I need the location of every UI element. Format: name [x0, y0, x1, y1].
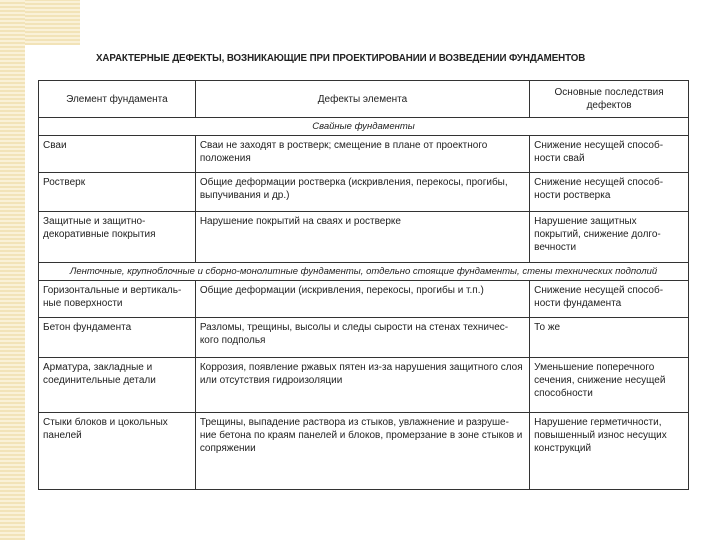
table-row	[39, 136, 689, 173]
defects-cell: Общие деформации ростверка (искривления, перекосы, прогибы, выпучивания и др.)	[195, 173, 529, 212]
element-cell: Защитные и защитно-декоративные покрытия	[39, 212, 196, 263]
table-row	[39, 413, 689, 490]
element-cell: Сваи	[39, 136, 196, 173]
consequences-cell: Снижение несущей способ-ности ростверка	[530, 173, 689, 212]
consequences-cell: То же	[530, 318, 689, 358]
table-row	[39, 173, 689, 212]
consequences-cell: Снижение несущей способ-ности фундамента	[530, 281, 689, 318]
defects-cell: Нарушение покрытий на сваях и ростверке	[195, 212, 529, 263]
element-cell: Бетон фундамента	[39, 318, 196, 358]
table-row	[39, 281, 689, 318]
defects-cell: Коррозия, появление ржавых пятен из-за нарушения защитного слоя или отсутствия гидроизоляции	[195, 358, 529, 413]
consequences-cell: Снижение несущей способ-ности свай	[530, 136, 689, 173]
header-defects: Дефекты элемента	[195, 81, 529, 118]
defects-table	[38, 80, 689, 490]
element-cell: Стыки блоков и цокольных панелей	[39, 413, 196, 490]
table-row	[39, 358, 689, 413]
table-row	[39, 318, 689, 358]
section-row	[39, 118, 689, 136]
defects-cell: Общие деформации (искривления, перекосы, прогибы и т.п.)	[195, 281, 529, 318]
consequences-cell: Нарушение защитных покрытий, снижение долго-вечности	[530, 212, 689, 263]
defects-cell: Сваи не заходят в ростверк; смещение в плане от проектного положения	[195, 136, 529, 173]
defects-cell: Трещины, выпадение раствора из стыков, увлажнение и разруше-ние бетона по краям панелей и блоков, промерзание в зоне стыков и сопряжении	[195, 413, 529, 490]
element-cell: Арматура, закладные и соединительные детали	[39, 358, 196, 413]
decorative-strip	[0, 0, 25, 540]
header-element: Элемент фундамента	[39, 81, 196, 118]
defects-cell: Разломы, трещины, высолы и следы сырости на стенах техничес-кого подполья	[195, 318, 529, 358]
element-cell: Ростверк	[39, 173, 196, 212]
document-title: ХАРАКТЕРНЫЕ ДЕФЕКТЫ, ВОЗНИКАЮЩИЕ ПРИ ПРОЕКТИРОВАНИИ И ВОЗВЕДЕНИИ ФУНДАМЕНТОВ	[96, 52, 586, 64]
section-title: Ленточные, крупноблочные и сборно-монолитные фундаменты, отдельно стоящие фундаменты, стены технических подполий	[39, 263, 689, 281]
section-row	[39, 263, 689, 281]
table-row	[39, 212, 689, 263]
section-title: Свайные фундаменты	[39, 118, 689, 136]
consequences-cell: Уменьшение поперечного сечения, снижение несущей способности	[530, 358, 689, 413]
header-consequences: Основные последствия дефектов	[530, 81, 689, 118]
consequences-cell: Нарушение герметичности, повышенный износ несущих конструкций	[530, 413, 689, 490]
element-cell: Горизонтальные и вертикаль-ные поверхности	[39, 281, 196, 318]
